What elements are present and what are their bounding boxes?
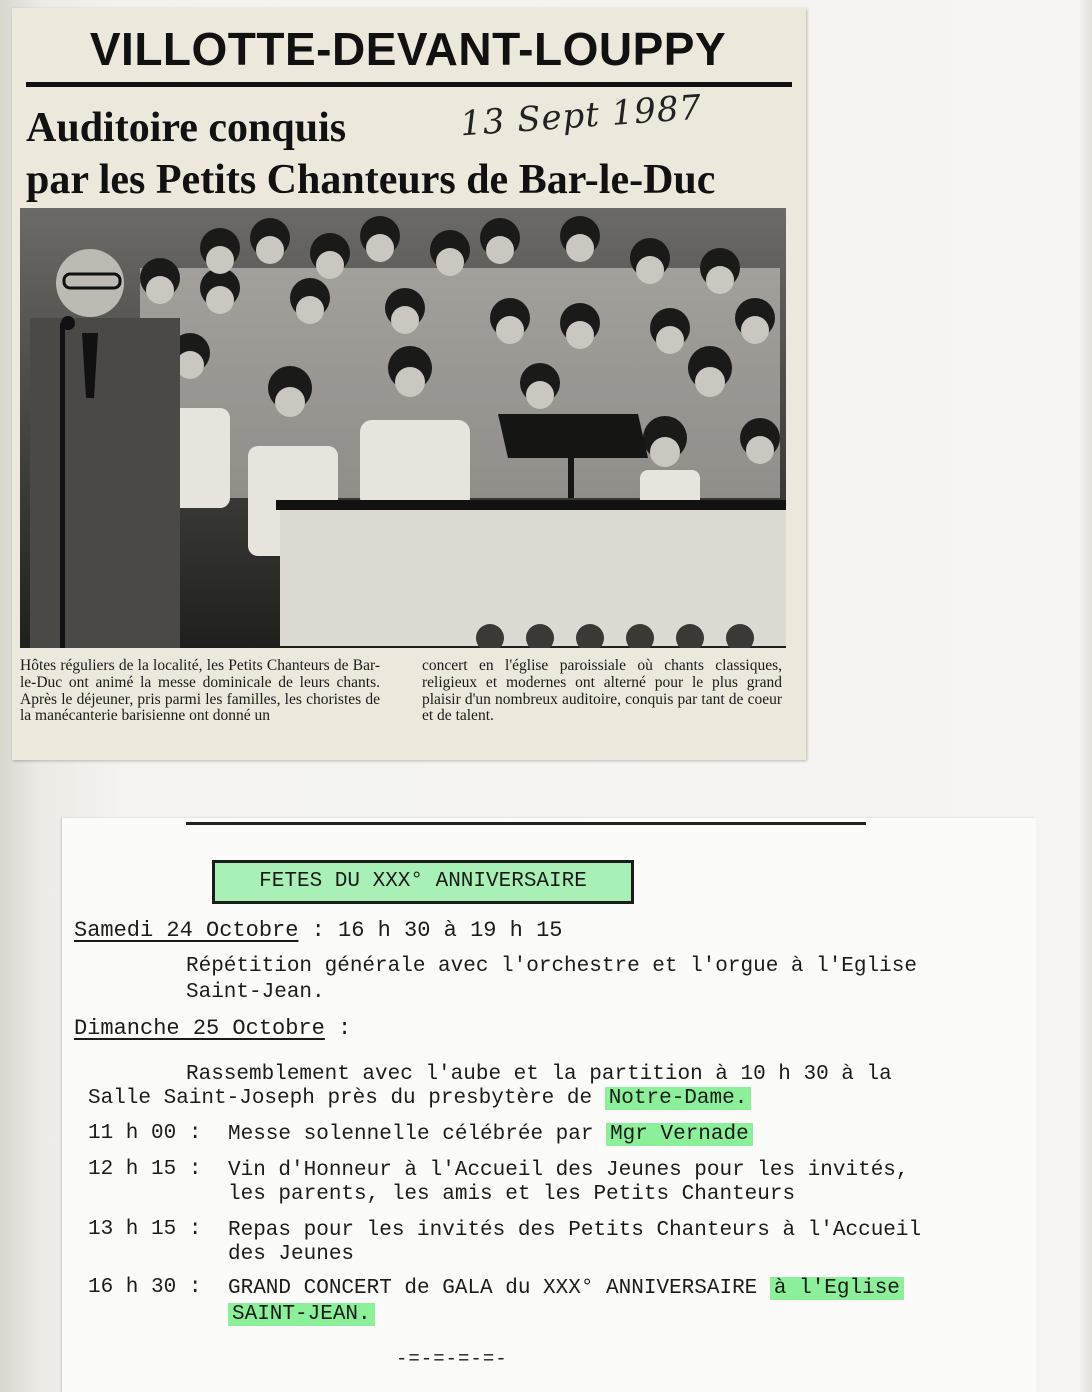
schedule-text-3-line-1: Repas pour les invités des Petits Chanteurs à l'Accueil — [228, 1219, 922, 1242]
saturday-day: Samedi 24 Octobre — [74, 918, 299, 943]
mgr-vernade-highlight: Mgr Vernade — [606, 1123, 753, 1146]
caption-left: Hôtes réguliers de la localité, les Petits Chanteurs de Bar-le-Duc ont animé la messe dominicale de leurs chants. Après le déjeuner, pris parmi les familles, les choristes de la manécanterie barisienne ont donné un — [20, 657, 380, 725]
choir-photo — [20, 208, 786, 648]
schedule-text-2-line-1: Vin d'Honneur à l'Accueil des Jeunes pour les invités, — [228, 1159, 909, 1182]
notre-dame-highlight: Notre-Dame. — [605, 1087, 752, 1110]
choir-photo-illustration — [20, 208, 786, 648]
caption-right: concert en l'église paroissiale où chants classiques, religieux et modernes ont alterné pour le plus grand plaisir d'un nombreux auditoire, conquis par tant de coeur et de talent. — [422, 657, 782, 725]
schedule-4-text: GRAND CONCERT de GALA du XXX° ANNIVERSAIRE — [228, 1277, 770, 1300]
programme-sheet — [62, 818, 1036, 1392]
sunday-intro-text: Salle Saint-Joseph près du presbytère de — [88, 1087, 605, 1110]
headline-line-1: Auditoire conquis — [26, 105, 347, 151]
sunday-intro-line-2 — [88, 1086, 751, 1111]
saturday-heading — [74, 918, 562, 943]
sheet-top-rule — [186, 822, 866, 825]
schedule-time-2: 12 h 15 : — [88, 1158, 202, 1181]
masthead: VILLOTTE-DEVANT-LOUPPY — [89, 23, 727, 75]
schedule-text-4-line-2 — [228, 1302, 375, 1327]
schedule-time-1: 11 h 00 : — [88, 1122, 202, 1145]
sunday-time: : — [324, 1016, 352, 1041]
headline-line-2: par les Petits Chanteurs de Bar-le-Duc — [26, 157, 716, 203]
schedule-text-3-line-2: des Jeunes — [228, 1243, 355, 1266]
programme-title: FETES DU XXX° ANNIVERSAIRE — [259, 870, 587, 893]
programme-title-box — [212, 860, 634, 904]
schedule-text-4-line-1 — [228, 1276, 904, 1301]
masthead-rule — [26, 82, 792, 87]
sunday-day: Dimanche 25 Octobre — [74, 1016, 325, 1041]
saturday-time: : 16 h 30 à 19 h 15 — [298, 918, 563, 943]
sunday-heading — [74, 1016, 351, 1041]
end-mark: -=-=-=-=- — [396, 1348, 508, 1370]
saturday-line-2: Saint-Jean. — [186, 981, 325, 1004]
sunday-intro-line-1: Rassemblement avec l'aube et la partition à 10 h 30 à la — [186, 1063, 892, 1086]
schedule-text-2-line-2: les parents, les amis et les Petits Chanteurs — [228, 1183, 796, 1206]
eglise-highlight: à l'Eglise — [770, 1277, 904, 1300]
schedule-text-1 — [228, 1122, 753, 1147]
schedule-time-3: 13 h 15 : — [88, 1218, 202, 1241]
schedule-1-text: Messe solennelle célébrée par — [228, 1123, 607, 1146]
newspaper-clipping — [12, 8, 806, 760]
handwritten-date: 13 Sept 1987 — [458, 87, 704, 145]
page-edge — [1080, 0, 1092, 1392]
saturday-line-1: Répétition générale avec l'orchestre et l'orgue à l'Eglise — [186, 955, 917, 978]
schedule-time-4: 16 h 30 : — [88, 1276, 202, 1299]
saint-jean-highlight: SAINT-JEAN. — [228, 1303, 375, 1326]
